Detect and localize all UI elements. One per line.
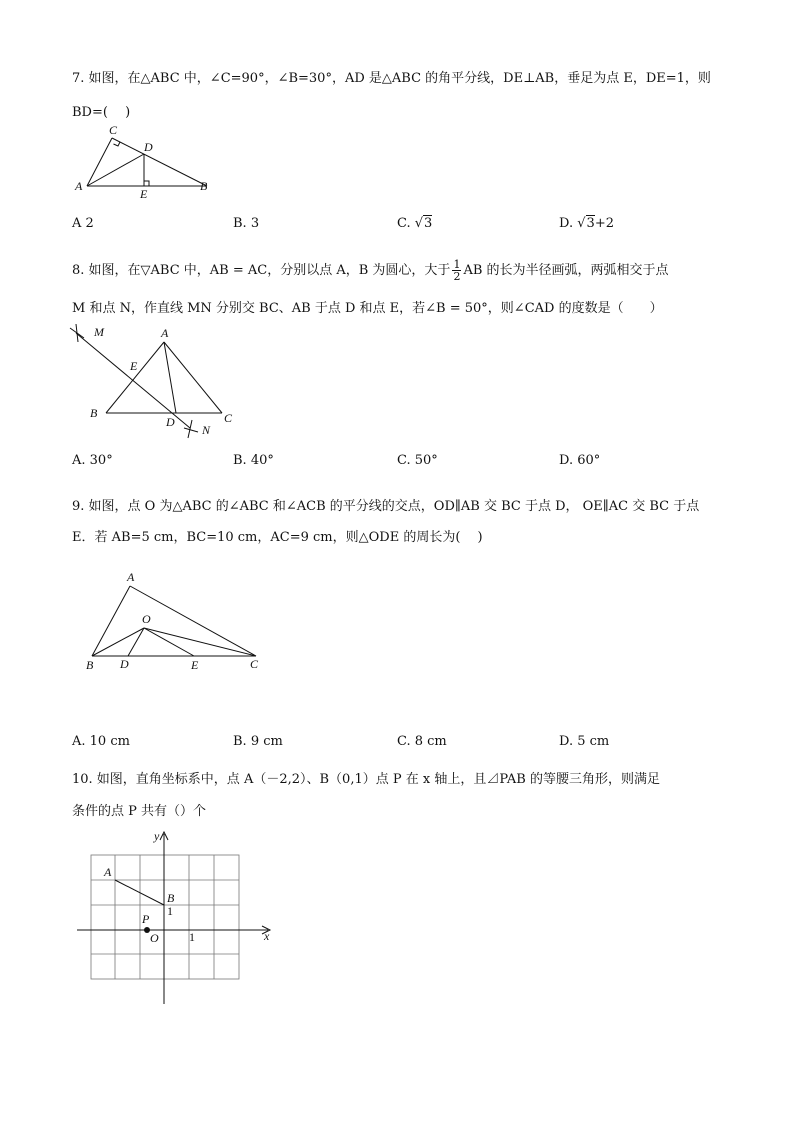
q9-label-d: D <box>120 657 129 671</box>
q8-figure <box>66 318 246 443</box>
q7-right-angle-c <box>114 142 121 146</box>
q10-label-one-y: 1 <box>167 904 173 918</box>
q10-label-p: P <box>142 912 150 926</box>
q8-label-b: B <box>90 406 98 420</box>
q7-stem-line2: BD=( ) <box>72 105 131 120</box>
q9-label-a: A <box>127 570 135 584</box>
q10-stem-line2: 条件的点 P 共有（）个 <box>72 804 207 819</box>
q9-option-c[interactable]: C. 8 cm <box>397 734 447 749</box>
q9-option-b[interactable]: B. 9 cm <box>233 734 283 749</box>
q8-line-ad <box>164 342 176 413</box>
q10-label-o: O <box>150 931 159 945</box>
q10-label-b: B <box>167 891 175 905</box>
q8-label-d: D <box>166 415 175 429</box>
q8-label-m: M <box>94 325 104 339</box>
q7-option-d[interactable]: D. √3+2 <box>559 216 614 231</box>
q9-label-o: O <box>142 612 151 626</box>
q10-label-a: A <box>104 865 112 879</box>
q9-segment-oe <box>144 628 194 656</box>
q7-right-angle-e <box>144 181 149 186</box>
q8-label-a: A <box>161 326 169 340</box>
q9-label-b: B <box>86 658 94 672</box>
q8-fraction-half: $\frac{1}{2}$ <box>453 258 461 283</box>
q9-stem-line1: 9. 如图，点 O 为△ABC 的∠ABC 和∠ACB 的平分线的交点，OD∥AB 交 BC 于点 D， OE∥AC 交 BC 于点 <box>72 499 700 514</box>
q7-label-c: C <box>109 123 118 137</box>
q8-label-c: C <box>224 411 233 425</box>
q7-stem-line1: 7. 如图，在△ABC 中，∠C=90°，∠B=30°，AD 是△ABC 的角平分线，DE⊥AB，垂足为点 E，DE=1，则 <box>72 71 711 86</box>
q8-label-n: N <box>202 423 211 437</box>
q10-label-one-x: 1 <box>189 930 195 944</box>
q10-segment-ab <box>115 880 164 905</box>
q9-option-a[interactable]: A. 10 cm <box>72 734 130 749</box>
q7-label-b: B <box>200 179 208 193</box>
q9-label-c: C <box>250 657 259 671</box>
q7-figure <box>72 120 222 202</box>
q8-stem-line1: 8. 如图，在▽ABC 中，AB = AC，分别以点 A，B 为圆心，大于 $\frac{1}{2}$ AB 的长为半径画弧，两弧相交于点 <box>72 258 669 283</box>
q8-stem-line2: M 和点 N，作直线 MN 分别交 BC、AB 于点 D 和点 E，若∠B = 50°，则∠CAD 的度数是（ ） <box>72 301 663 316</box>
q7-label-a: A <box>75 179 83 193</box>
q7-side-cb <box>112 138 207 186</box>
q9-label-e: E <box>191 658 199 672</box>
q10-label-y: y <box>154 829 160 843</box>
q8-option-c[interactable]: C. 50° <box>397 453 438 468</box>
q7-option-b[interactable]: B. 3 <box>233 216 260 231</box>
q8-option-d[interactable]: D. 60° <box>559 453 601 468</box>
q8-arc-mark-n1 <box>184 428 198 432</box>
q8-side-ac <box>164 342 222 413</box>
q10-coordinate-grid <box>72 826 282 1011</box>
q9-bisector-co <box>144 628 256 656</box>
q7-label-d: D <box>144 140 153 154</box>
q7-label-e: E <box>140 187 148 201</box>
q9-stem-line2: E．若 AB=5 cm，BC=10 cm，AC=9 cm，则△ODE 的周长为( ) <box>72 530 483 545</box>
q10-label-x: x <box>264 929 270 943</box>
q7-option-c[interactable]: C. √3 <box>397 216 433 231</box>
q10-stem-line1: 10. 如图，直角坐标系中，点 A（－2,2）、B（0,1）点 P 在 x 轴上，且⊿PAB 的等腰三角形，则满足 <box>72 772 660 787</box>
q9-figure <box>82 566 272 678</box>
q9-option-d[interactable]: D. 5 cm <box>559 734 610 749</box>
q8-option-a[interactable]: A. 30° <box>72 453 113 468</box>
q8-label-e: E <box>130 359 138 373</box>
q8-side-ab <box>106 342 164 413</box>
q7-option-a[interactable]: A 2 <box>72 216 94 231</box>
q8-option-b[interactable]: B. 40° <box>233 453 274 468</box>
